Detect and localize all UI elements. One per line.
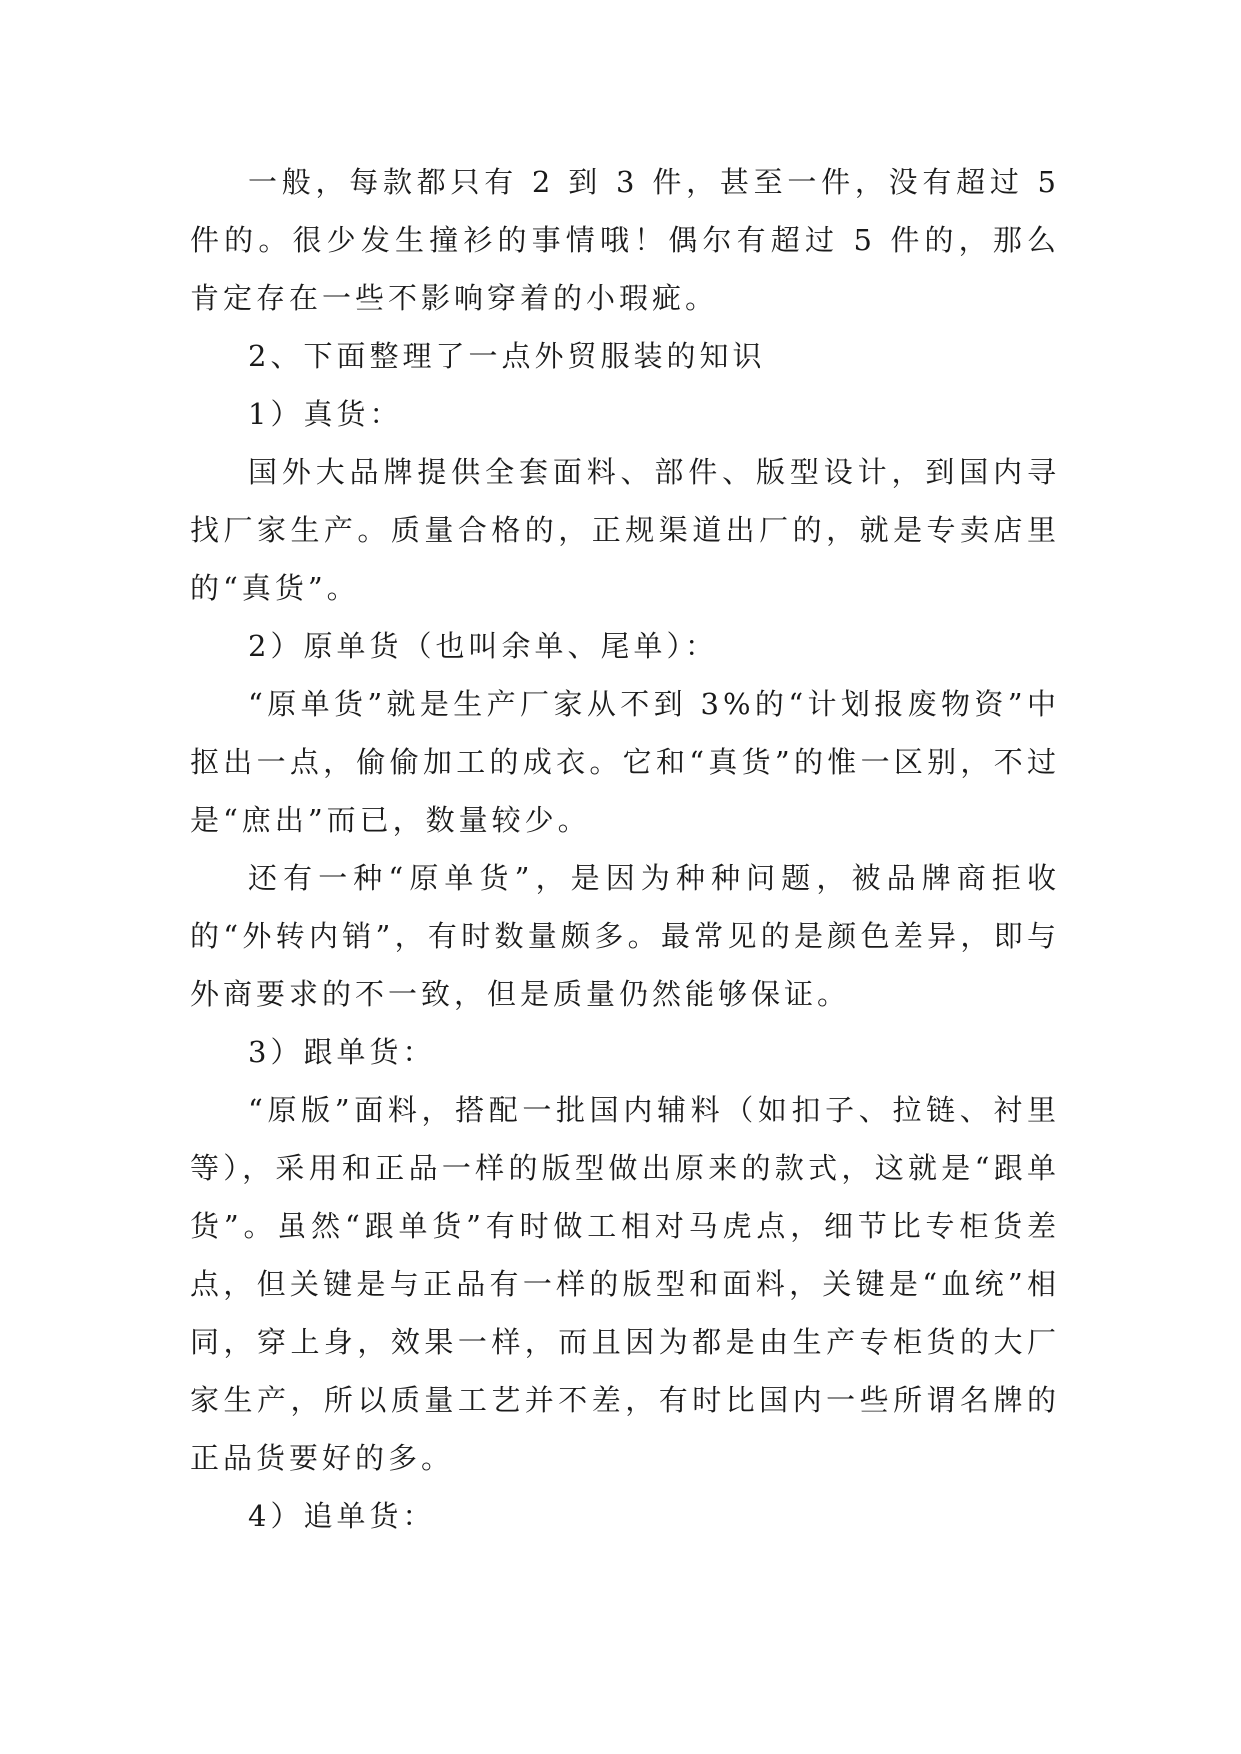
paragraph-real-goods: 国外大品牌提供全套面料、部件、版型设计，到国内寻找厂家生产。质量合格的，正规渠道出厂的，就是专卖店里的“真货”。 bbox=[190, 455, 1060, 605]
subheading-real-goods: 1）真货： bbox=[248, 397, 403, 431]
paragraph-1: 一般，每款都只有 2 到 3 件，甚至一件，没有超过 5 件的。很少发生撞衫的事情哦！偶尔有超过 5 件的，那么肯定存在一些不影响穿着的小瑕疵。 bbox=[190, 165, 1060, 315]
body-text bbox=[190, 153, 1060, 1545]
subheading-original-order-goods: 2）原单货（也叫余单、尾单）： bbox=[248, 629, 718, 663]
subheading-follow-order-goods: 3）跟单货： bbox=[248, 1035, 436, 1069]
paragraph-original-order-2: 还有一种“原单货”，是因为种种问题，被品牌商拒收的“外转内销”，有时数量颇多。最常见的是颜色差异，即与外商要求的不一致，但是质量仍然能够保证。 bbox=[190, 861, 1060, 1011]
paragraph-original-order-1: “原单货”就是生产厂家从不到 3%的“计划报废物资”中抠出一点，偷偷加工的成衣。它和“真货”的惟一区别，不过是“庶出”而已，数量较少。 bbox=[190, 687, 1060, 837]
section-heading-2: 2、下面整理了一点外贸服装的知识 bbox=[248, 339, 766, 373]
paragraph-follow-order: “原版”面料，搭配一批国内辅料（如扣子、拉链、衬里等），采用和正品一样的版型做出原来的款式，这就是“跟单货”。虽然“跟单货”有时做工相对马虎点，细节比专柜货差点，但关键是与正品有一样的版型和面料，关键是“血统”相同，穿上身，效果一样，而且因为都是由生产专柜货的大厂家生产，所以质量工艺并不差，有时比国内一些所谓名牌的正品货要好的多。 bbox=[190, 1093, 1060, 1475]
subheading-chase-order-goods: 4）追单货： bbox=[248, 1499, 436, 1533]
